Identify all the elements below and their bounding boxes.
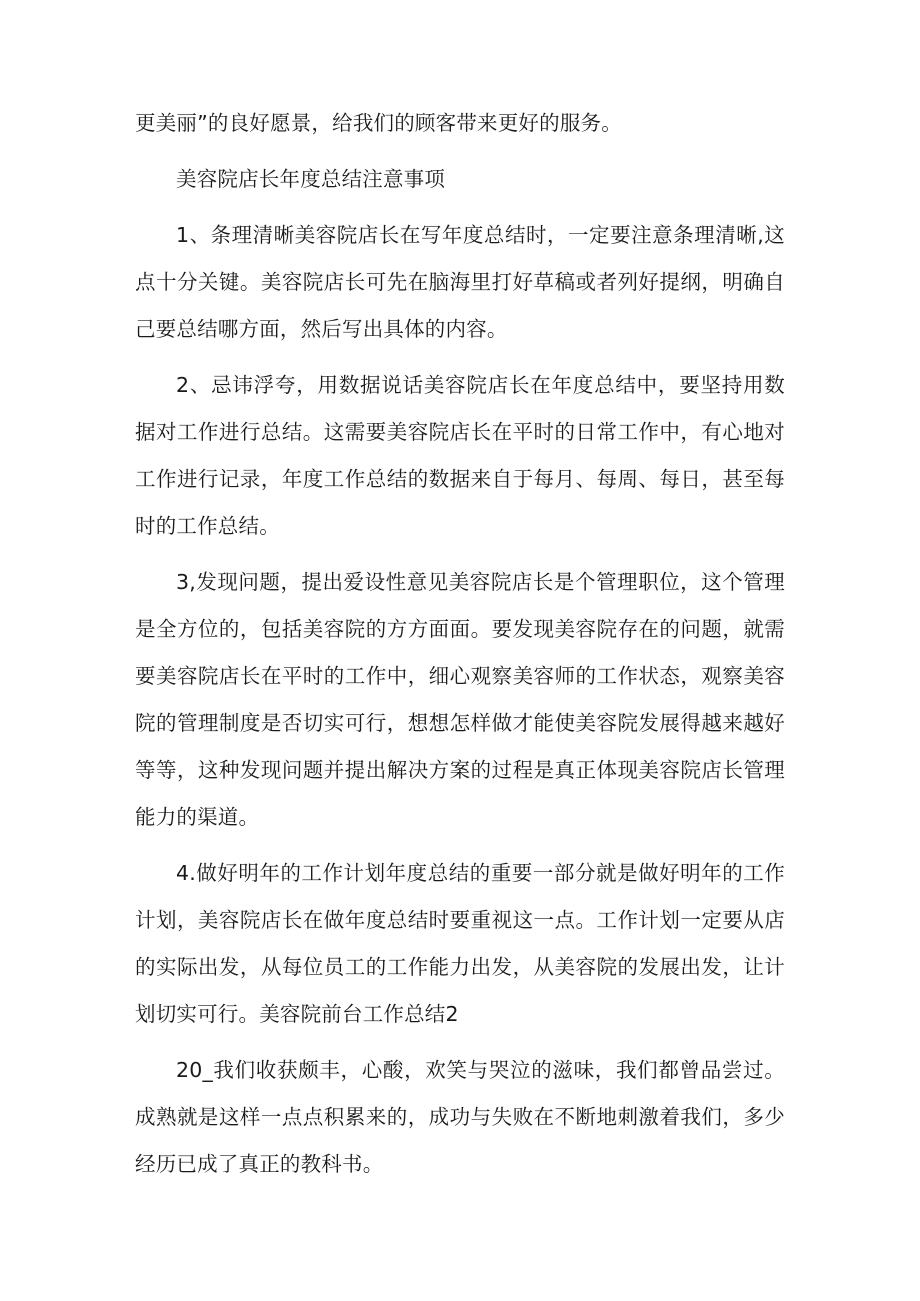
paragraph-point-4: 4.做好明年的工作计划年度总结的重要一部分就是做好明年的工作计划，美容院店长在做年度总结时要重视这一点。工作计划一定要从店的实际出发，从每位员工的工作能力出发，从美容院的发展出发，让计划切实可行。美容院前台工作总结2 bbox=[135, 861, 785, 1026]
paragraph-point-1: 1、条理清晰美容院店长在写年度总结时，一定要注意条理清晰,这点十分关键。美容院店长可先在脑海里打好草稿或者列好提纲，明确自己要总结哪方面，然后写出具体的内容。 bbox=[135, 223, 785, 341]
section-heading: 美容院店长年度总结注意事项 bbox=[176, 167, 446, 191]
document-body bbox=[135, 100, 785, 1188]
paragraph-point-2: 2、忌讳浮夸，用数据说话美容院店长在年度总结中，要坚持用数据对工作进行总结。这需要美容院店长在平时的日常工作中，有心地对工作进行记录，年度工作总结的数据来自于每月、每周、每日，甚至每时的工作总结。 bbox=[135, 373, 785, 538]
paragraph-closing: 20_我们收获颇丰，心酸，欢笑与哭泣的滋味，我们都曾品尝过。成熟就是这样一点点积累来的，成功与失败在不断地刺激着我们，多少经历已成了真正的教科书。 bbox=[135, 1058, 785, 1176]
paragraph-intro-continuation: 更美丽”的良好愿景，给我们的顾客带来更好的服务。 bbox=[135, 111, 622, 135]
paragraph-point-3: 3,发现问题，提出爱设性意见美容院店长是个管理职位，这个管理是全方位的，包括美容院的方方面面。要发现美容院存在的问题，就需要美容院店长在平时的工作中，细心观察美容师的工作状态，观察美容院的管理制度是否切实可行，想想怎样做才能使美容院发展得越来越好等等，这种发现问题并提出解决方案的过程是真正体现美容院店长管理能力的渠道。 bbox=[135, 570, 785, 829]
